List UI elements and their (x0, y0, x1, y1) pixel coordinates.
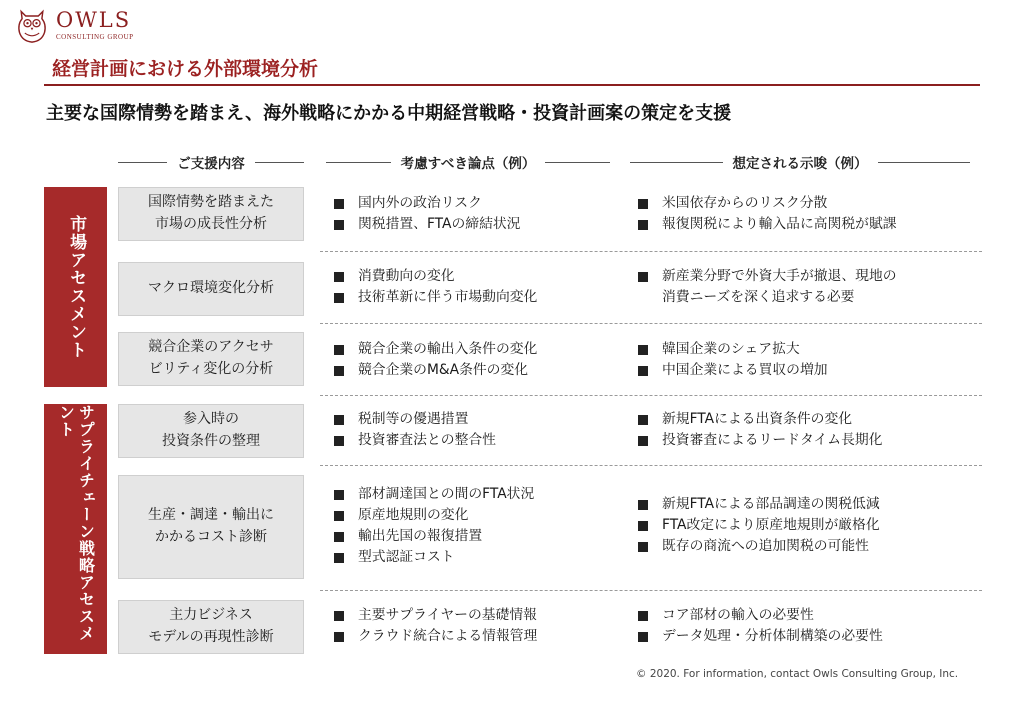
page-subtitle: 主要な国際情勢を踏まえ、海外戦略にかかる中期経営戦略・投資計画案の策定を支援 (46, 103, 732, 124)
row-divider (320, 590, 982, 591)
bullet-square-icon (334, 490, 344, 500)
list-item: 中国企業による買収の増加 (638, 360, 828, 381)
support-box (118, 404, 304, 458)
list-item: 消費動向の変化 (334, 266, 537, 287)
list-item: 新規FTAによる出資条件の変化 (638, 409, 882, 430)
bullet-square-icon (334, 632, 344, 642)
support-text: 生産・調達・輸出に かかるコスト診断 (148, 507, 274, 545)
bullet-square-icon (334, 511, 344, 521)
row-divider (320, 323, 982, 324)
column-header-points-label: 考慮すべき論点（例） (400, 156, 536, 172)
bullet-square-icon (638, 199, 648, 209)
column-header-support-label: ご支援内容 (177, 156, 245, 172)
list-item: 国内外の政治リスク (334, 193, 520, 214)
category-supply-chain-assessment (44, 404, 107, 654)
support-text: 参入時の 投資条件の整理 (162, 411, 260, 449)
column-header-points (326, 152, 610, 172)
bullet-square-icon (334, 532, 344, 542)
bullet-square-icon (638, 542, 648, 552)
logo-subtitle: CONSULTING GROUP (56, 32, 134, 41)
company-logo (14, 6, 134, 44)
bullet-square-icon (334, 553, 344, 563)
bullet-square-icon (638, 415, 648, 425)
bullet-square-icon (638, 436, 648, 446)
bullet-square-icon (638, 366, 648, 376)
points-list (334, 339, 537, 381)
implications-list (638, 193, 897, 235)
list-item: 型式認証コスト (334, 547, 534, 568)
list-item: 原産地規則の変化 (334, 505, 534, 526)
row-divider (320, 251, 982, 252)
support-box (118, 332, 304, 386)
list-item: 米国依存からのリスク分散 (638, 193, 897, 214)
list-item: 投資審査によるリードタイム長期化 (638, 430, 882, 451)
list-item: クラウド統合による情報管理 (334, 626, 537, 647)
list-item: 部材調達国との間のFTA状況 (334, 484, 534, 505)
list-item: 主要サプライヤーの基礎情報 (334, 605, 537, 626)
list-item: 韓国企業のシェア拡大 (638, 339, 828, 360)
points-list (334, 193, 520, 235)
bullet-square-icon (334, 415, 344, 425)
points-list (334, 484, 534, 568)
bullet-square-icon (334, 220, 344, 230)
list-item: 関税措置、FTAの締結状況 (334, 214, 520, 235)
implications-list (638, 494, 880, 557)
row-divider (320, 395, 982, 396)
list-item: データ処理・分析体制構築の必要性 (638, 626, 883, 647)
implications-list (638, 266, 897, 308)
bullet-square-icon (334, 293, 344, 303)
points-list (334, 409, 496, 451)
list-item: 税制等の優遇措置 (334, 409, 496, 430)
points-list (334, 266, 537, 308)
title-divider (44, 84, 980, 86)
support-text: 競合企業のアクセサ ビリティ変化の分析 (148, 339, 274, 377)
category-label: サプライチェーン戦略アセスメント (56, 404, 96, 642)
implications-list (638, 409, 882, 451)
support-box (118, 600, 304, 654)
bullet-square-icon (334, 611, 344, 621)
bullet-square-icon (638, 345, 648, 355)
bullet-square-icon (638, 272, 648, 282)
support-box (118, 475, 304, 579)
bullet-square-icon (334, 199, 344, 209)
page-title: 経営計画における外部環境分析 (52, 58, 319, 80)
implications-list (638, 339, 828, 381)
list-item: 競合企業のM&A条件の変化 (334, 360, 537, 381)
list-item: 輸出先国の報復措置 (334, 526, 534, 547)
bullet-square-icon (638, 632, 648, 642)
column-header-implications (630, 152, 970, 172)
bullet-square-icon (334, 436, 344, 446)
bullet-square-icon (334, 345, 344, 355)
list-item: 競合企業の輸出入条件の変化 (334, 339, 537, 360)
support-text: マクロ環境変化分析 (148, 280, 274, 297)
bullet-square-icon (638, 521, 648, 531)
support-box (118, 262, 304, 316)
implications-list (638, 605, 883, 647)
list-item: 既存の商流への追加関税の可能性 (638, 536, 880, 557)
logo-name: OWLS (56, 7, 132, 32)
support-text: 国際情勢を踏まえた 市場の成長性分析 (148, 194, 274, 232)
list-item: 報復関税により輸入品に高関税が賦課 (638, 214, 897, 235)
bullet-square-icon (638, 611, 648, 621)
bullet-square-icon (334, 366, 344, 376)
row-divider (320, 465, 982, 466)
list-item: コア部材の輸入の必要性 (638, 605, 883, 626)
list-item: 新産業分野で外資大手が撤退、現地の 消費ニーズを深く追求する必要 (638, 266, 897, 308)
column-header-support (118, 152, 304, 172)
support-text: 主力ビジネス モデルの再現性診断 (148, 607, 274, 645)
bullet-square-icon (638, 220, 648, 230)
category-market-assessment (44, 187, 107, 387)
column-header-implications-label: 想定される示唆（例） (732, 156, 868, 172)
bullet-square-icon (334, 272, 344, 282)
list-item: FTA改定により原産地規則が厳格化 (638, 515, 880, 536)
copyright-footer: © 2020. For information, contact Owls Consulting Group, Inc. (636, 668, 959, 680)
list-item: 技術革新に伴う市場動向変化 (334, 287, 537, 308)
list-item: 投資審査法との整合性 (334, 430, 496, 451)
list-item: 新規FTAによる部品調達の関税低減 (638, 494, 880, 515)
category-label: 市場アセスメント (66, 215, 87, 359)
points-list (334, 605, 537, 647)
support-box (118, 187, 304, 241)
bullet-square-icon (638, 500, 648, 510)
owl-icon (14, 6, 50, 44)
